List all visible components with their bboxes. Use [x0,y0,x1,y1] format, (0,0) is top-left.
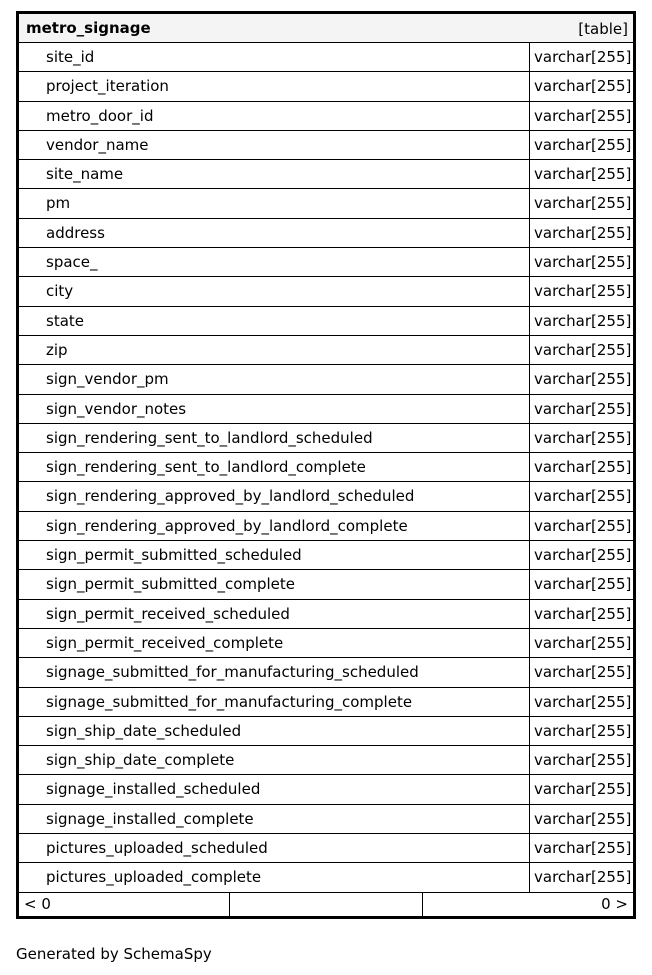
table-row[interactable] [19,248,633,277]
column-name: sign_permit_submitted_complete [46,575,296,594]
column-type: varchar[255] [529,834,633,862]
table-row[interactable] [19,805,633,834]
column-name: sign_vendor_pm [46,370,169,389]
table-metro-signage [16,11,636,919]
column-type: varchar[255] [529,160,633,188]
column-type: varchar[255] [529,336,633,364]
table-row[interactable] [19,160,633,189]
column-type: varchar[255] [529,805,633,833]
table-kind: [table] [578,20,628,38]
column-name: site_name [46,165,124,184]
table-row[interactable] [19,395,633,424]
column-type: varchar[255] [529,189,633,217]
column-name: zip [46,340,68,359]
column-type: varchar[255] [529,717,633,745]
column-list [19,43,633,893]
table-row[interactable] [19,834,633,863]
table-row[interactable] [19,688,633,717]
table-row[interactable] [19,336,633,365]
table-row[interactable] [19,102,633,131]
column-type: varchar[255] [529,541,633,569]
table-row[interactable] [19,131,633,160]
column-name: state [46,311,84,330]
table-row[interactable] [19,629,633,658]
column-name: sign_ship_date_complete [46,751,235,770]
table-row[interactable] [19,482,633,511]
table-row[interactable] [19,424,633,453]
column-name: signage_installed_complete [46,809,254,828]
column-name: signage_submitted_for_manufacturing_scheduled [46,663,419,682]
table-row[interactable] [19,43,633,72]
column-name: sign_ship_date_scheduled [46,721,242,740]
column-type: varchar[255] [529,453,633,481]
column-name: signage_installed_scheduled [46,780,261,799]
column-name: space_ [46,253,98,272]
column-type: varchar[255] [529,395,633,423]
column-type: varchar[255] [529,131,633,159]
column-name: sign_permit_received_complete [46,633,284,652]
table-row[interactable] [19,570,633,599]
table-row[interactable] [19,775,633,804]
column-name: vendor_name [46,135,149,154]
table-row[interactable] [19,512,633,541]
column-type: varchar[255] [529,482,633,510]
column-name: pictures_uploaded_scheduled [46,839,268,858]
table-row[interactable] [19,219,633,248]
table-row[interactable] [19,746,633,775]
column-type: varchar[255] [529,570,633,598]
parents-count[interactable]: < 0 [19,893,230,916]
children-count[interactable]: 0 > [601,894,628,913]
generated-by-label: Generated by SchemaSpy [16,945,212,963]
column-type: varchar[255] [529,219,633,247]
table-row[interactable] [19,453,633,482]
table-row[interactable] [19,541,633,570]
column-name: project_iteration [46,77,169,96]
table-row[interactable] [19,307,633,336]
column-name: signage_submitted_for_manufacturing_complete [46,692,413,711]
footer-middle [230,893,423,916]
column-name: sign_rendering_sent_to_landlord_scheduled [46,428,373,447]
column-type: varchar[255] [529,863,633,891]
column-name: sign_rendering_sent_to_landlord_complete [46,458,366,477]
column-name: sign_rendering_approved_by_landlord_complete [46,516,408,535]
column-type: varchar[255] [529,658,633,686]
column-type: varchar[255] [529,43,633,71]
column-name: metro_door_id [46,106,154,125]
column-name: pm [46,194,71,213]
column-type: varchar[255] [529,688,633,716]
column-name: site_id [46,48,95,66]
table-row[interactable] [19,717,633,746]
column-name: city [46,282,74,301]
table-row[interactable] [19,72,633,101]
column-type: varchar[255] [529,600,633,628]
column-type: varchar[255] [529,248,633,276]
table-row[interactable] [19,600,633,629]
column-name: pictures_uploaded_complete [46,868,262,887]
column-type: varchar[255] [529,365,633,393]
table-row[interactable] [19,365,633,394]
column-type: varchar[255] [529,277,633,305]
column-name: sign_permit_submitted_scheduled [46,546,302,565]
table-row[interactable] [19,658,633,687]
column-type: varchar[255] [529,629,633,657]
column-type: varchar[255] [529,746,633,774]
table-header [19,14,633,43]
table-footer [19,893,633,916]
column-name: address [46,223,105,242]
table-row[interactable] [19,277,633,306]
column-name: sign_rendering_approved_by_landlord_scheduled [46,487,415,506]
column-type: varchar[255] [529,775,633,803]
table-row[interactable] [19,863,633,892]
column-type: varchar[255] [529,72,633,100]
column-name: sign_vendor_notes [46,399,187,418]
table-row[interactable] [19,189,633,218]
column-type: varchar[255] [529,307,633,335]
column-type: varchar[255] [529,102,633,130]
column-type: varchar[255] [529,424,633,452]
column-type: varchar[255] [529,512,633,540]
column-name: sign_permit_received_scheduled [46,604,290,623]
table-name: metro_signage [26,19,151,37]
